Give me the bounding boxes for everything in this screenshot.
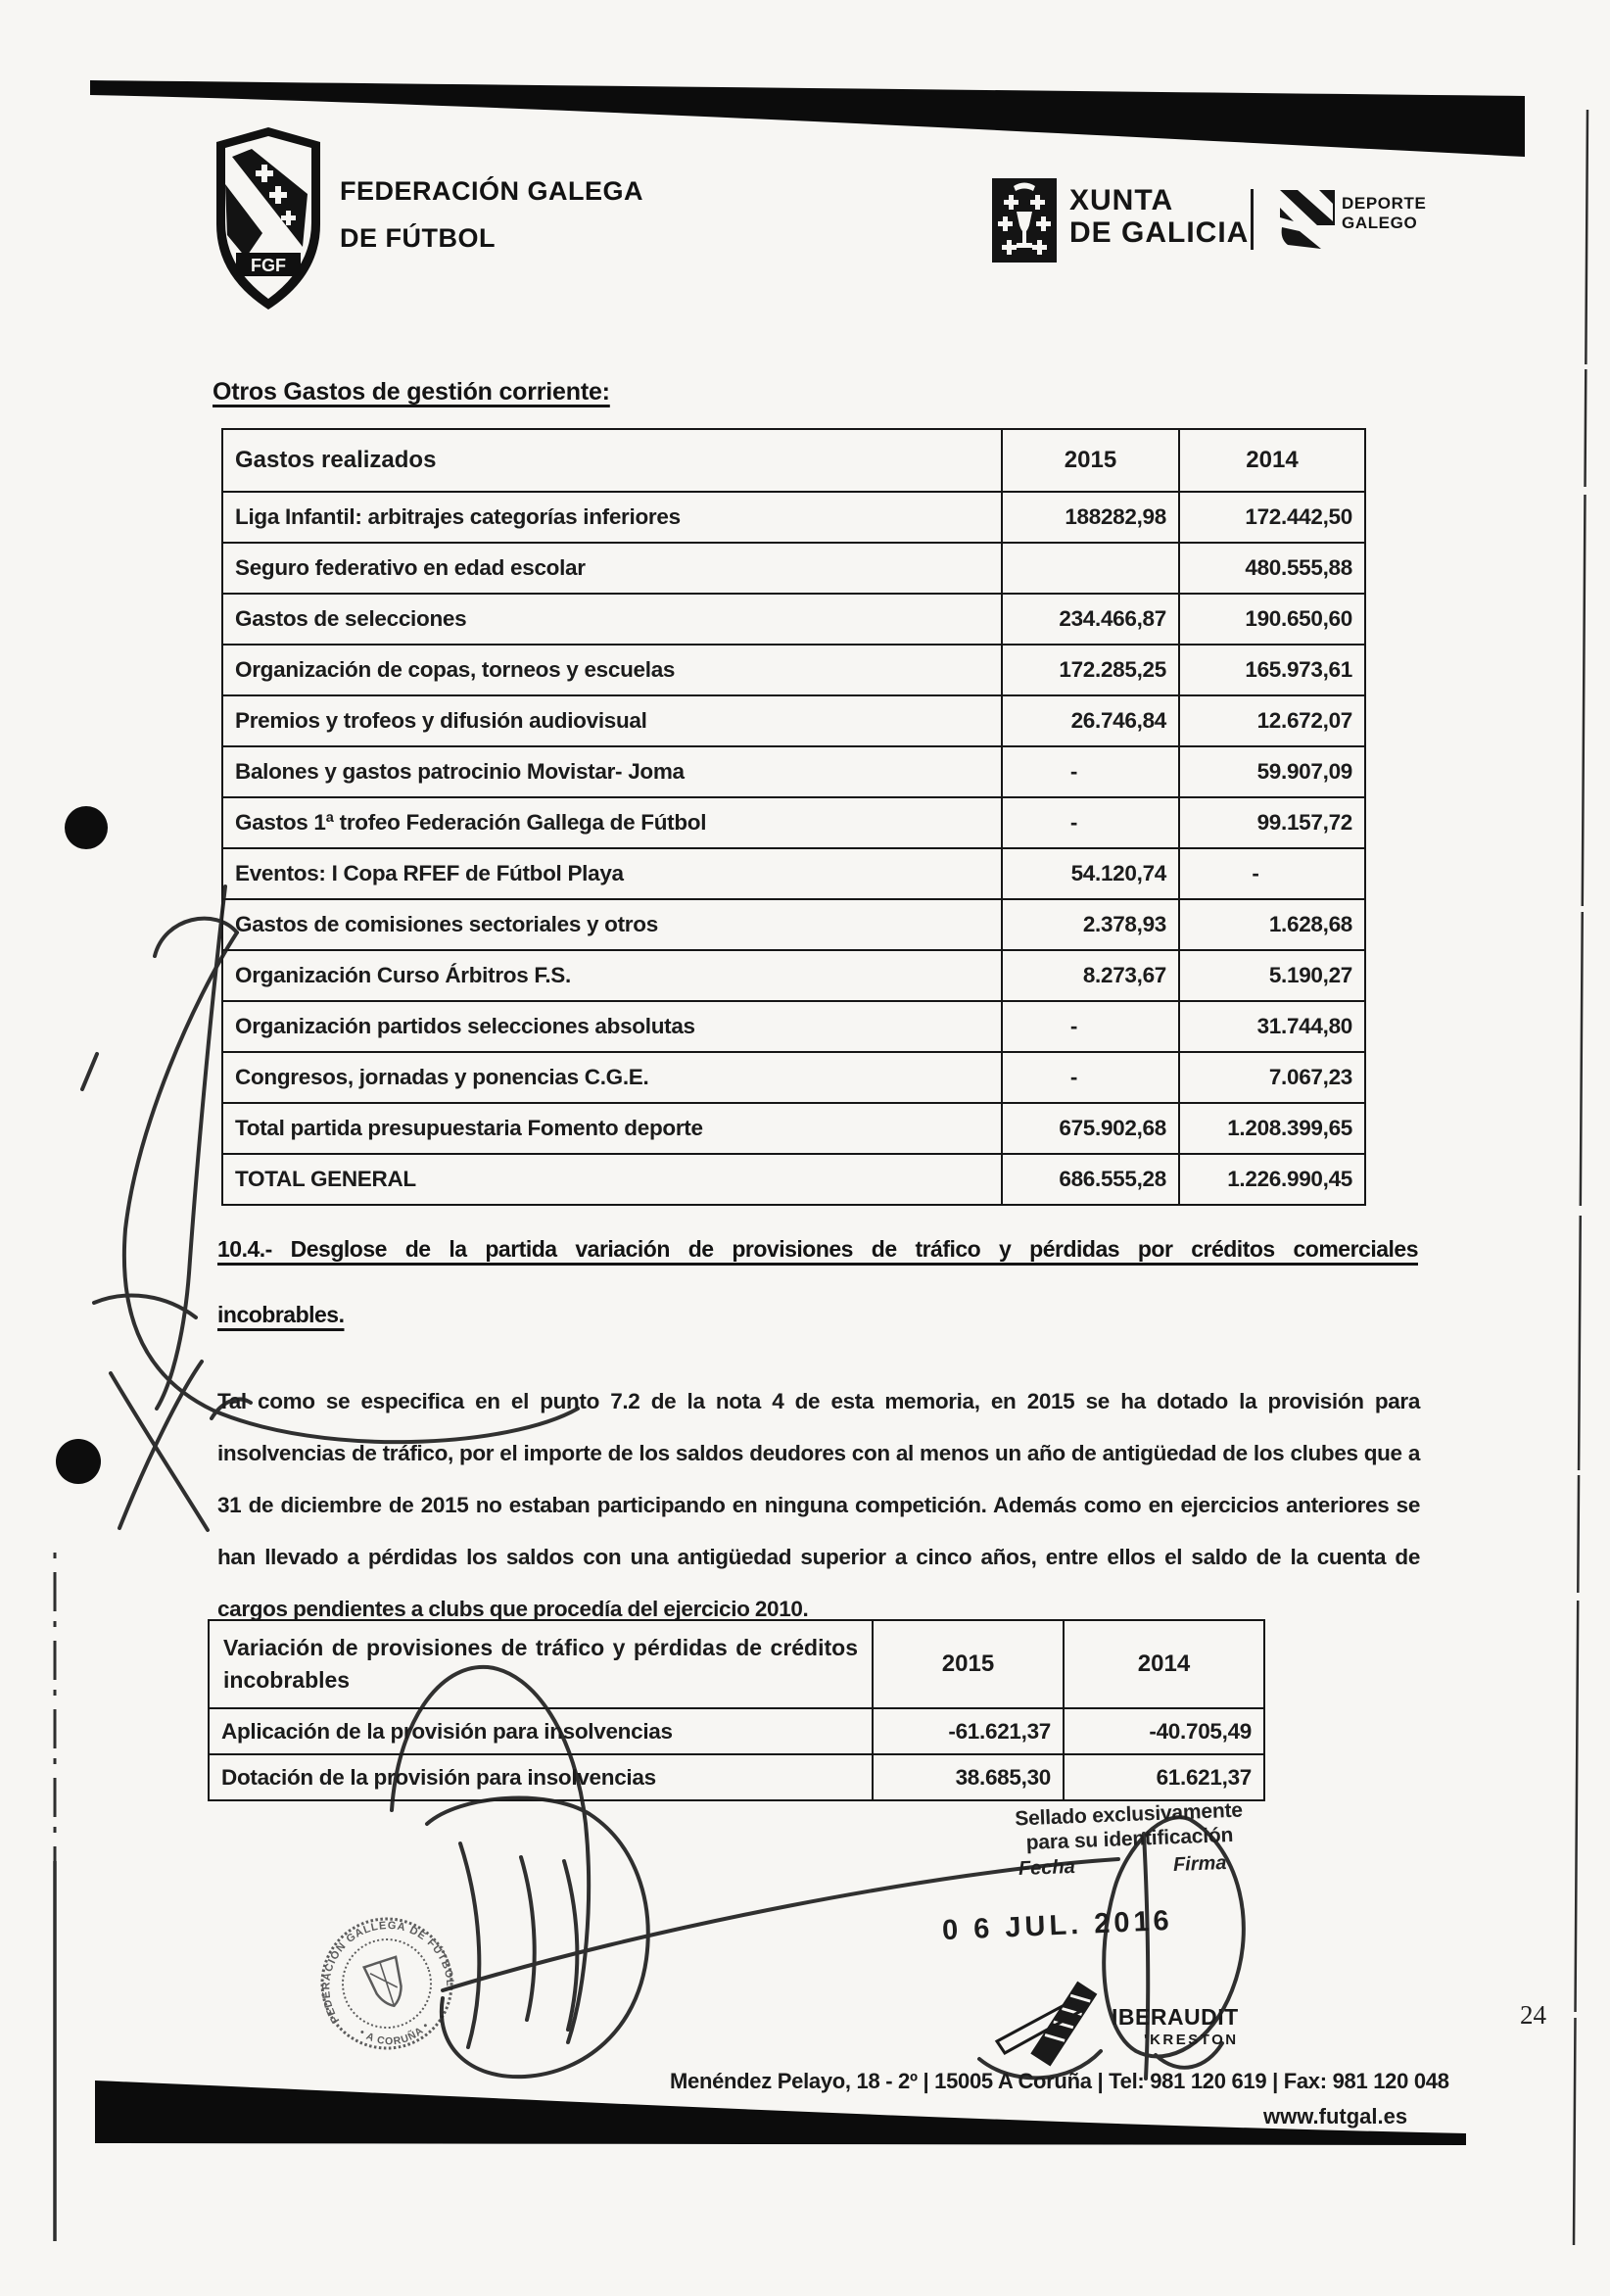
pen-x-mark <box>111 1373 208 1530</box>
row-2015: 234.466,87 <box>1002 594 1179 645</box>
row-label: Liga Infantil: arbitrajes categorías inferiores <box>222 492 1002 543</box>
row-2015: 675.902,68 <box>1002 1103 1179 1154</box>
row-2015: - <box>1002 797 1179 848</box>
deporte-line1: DEPORTE <box>1342 194 1427 213</box>
signature-long-stroke <box>443 1859 1118 1990</box>
date-stamp: 0 6 JUL. 2016 <box>941 1904 1174 1947</box>
row-2014: 7.067,23 <box>1179 1052 1365 1103</box>
row-2014: 165.973,61 <box>1179 645 1365 695</box>
col-header-2014: 2014 <box>1179 429 1365 492</box>
section-heading-line2: incobrables. <box>217 1302 345 1327</box>
row-2014: - <box>1179 848 1365 899</box>
row-2015: 188282,98 <box>1002 492 1179 543</box>
signature-loop <box>427 1798 648 2078</box>
row-2015: 54.120,74 <box>1002 848 1179 899</box>
row-label: Organización de copas, torneos y escuelas <box>222 645 1002 695</box>
row-2014: 12.672,07 <box>1179 695 1365 746</box>
row-2014: 5.190,27 <box>1179 950 1365 1001</box>
row-2014: 61.621,37 <box>1064 1754 1264 1800</box>
row-label: Seguro federativo en edad escolar <box>222 543 1002 594</box>
right-edge-line <box>1574 110 1587 2245</box>
row-2014: 1.226.990,45 <box>1179 1154 1365 1205</box>
row-label: TOTAL GENERAL <box>222 1154 1002 1205</box>
row-2015: 38.685,30 <box>873 1754 1064 1800</box>
row-2014: 1.208.399,65 <box>1179 1103 1365 1154</box>
col-header-gastos: Gastos realizados <box>222 429 1002 492</box>
row-label: Dotación de la provisión para insolvencias <box>209 1754 873 1800</box>
row-label: Premios y trofeos y difusión audiovisual <box>222 695 1002 746</box>
auditor-network: 'KRESTON <box>1144 2032 1239 2048</box>
row-2015: -61.621,37 <box>873 1708 1064 1754</box>
section-heading-line1: 10.4.- Desglose de la partida variación de provisiones de tráfico y pérdidas por créditos comerciales <box>217 1236 1418 1262</box>
row-2015: - <box>1002 1052 1179 1103</box>
page-number: 24 <box>1520 2000 1546 2030</box>
row-2015: 8.273,67 <box>1002 950 1179 1001</box>
row-label: Eventos: I Copa RFEF de Fútbol Playa <box>222 848 1002 899</box>
stamp-line2: para su identificación <box>1025 1823 1234 1855</box>
body-paragraph: Tal como se especifica en el punto 7.2 de la nota 4 de esta memoria, en 2015 se ha dotado la provisión para insolvencias de tráfico, por el importe de los saldos deudores con al menos un año de antigüedad de los clubes que a 31 de diciembre de 2015 no estaban participando en ninguna competición. Además como en ejercicios anteriores se han llevado a pérdidas los saldos con una antigüedad superior a cinco años, entre ellos el saldo de la cuenta de cargos pendientes a clubs que procedía del ejercicio 2010. <box>217 1389 1420 1621</box>
round-stamp-bottom-text: • A CORUÑA • <box>356 2019 433 2048</box>
row-label: Aplicación de la provisión para insolvencias <box>209 1708 873 1754</box>
row-2014: 59.907,09 <box>1179 746 1365 797</box>
pen-vertical-stroke <box>1144 1834 1148 2079</box>
row-2014: 190.650,60 <box>1179 594 1365 645</box>
pen-underline-swoosh <box>979 2051 1101 2078</box>
xunta-line1: XUNTA <box>1069 184 1174 216</box>
stamp-line1: Sellado exclusivamente <box>1014 1798 1244 1831</box>
signature-stroke <box>521 1857 535 2020</box>
row-2015: 686.555,28 <box>1002 1154 1179 1205</box>
auditor-name: IBERAUDIT <box>1112 2004 1239 2030</box>
col-header-2015: 2015 <box>873 1620 1064 1708</box>
row-2015: - <box>1002 746 1179 797</box>
pen-stroke-annotation <box>157 886 225 1409</box>
ink-dot <box>65 806 108 849</box>
pen-swoosh-annotation <box>94 1296 196 1317</box>
signature-stroke <box>564 1861 577 2030</box>
row-label: Congresos, jornadas y ponencias C.G.E. <box>222 1052 1002 1103</box>
pen-slash-mark <box>82 1054 97 1089</box>
row-2015: 2.378,93 <box>1002 899 1179 950</box>
fgf-name-line2: DE FÚTBOL <box>340 223 496 253</box>
section-title: Otros Gastos de gestión corriente: <box>213 378 610 406</box>
footer-website: www.futgal.es <box>1263 2104 1408 2129</box>
row-label: Organización partidos selecciones absolutas <box>222 1001 1002 1052</box>
row-2014: 1.628,68 <box>1179 899 1365 950</box>
pen-dome-annotation <box>392 1667 589 2042</box>
row-2014: -40.705,49 <box>1064 1708 1264 1754</box>
row-label: Gastos de selecciones <box>222 594 1002 645</box>
signature-stroke <box>460 1843 479 2047</box>
pen-loop-annotation <box>124 933 578 1442</box>
footer-address: Menéndez Pelayo, 18 - 2º | 15005 A Coruña | Tel: 981 120 619 | Fax: 981 120 048 <box>670 2069 1449 2093</box>
row-label: Gastos de comisiones sectoriales y otros <box>222 899 1002 950</box>
ink-dot <box>56 1439 101 1484</box>
row-2014: 99.157,72 <box>1179 797 1365 848</box>
row-2014: 31.744,80 <box>1179 1001 1365 1052</box>
pen-oval-annotation <box>1104 1817 1244 2056</box>
row-2015: 26.746,84 <box>1002 695 1179 746</box>
fecha-label: Fecha <box>1018 1855 1076 1881</box>
col-header-2015: 2015 <box>1002 429 1179 492</box>
row-2015: 172.285,25 <box>1002 645 1179 695</box>
round-stamp-top-text: FEDERACIÓN GALLEGA DE FÚTBOL <box>320 1919 456 2026</box>
firma-label: Firma <box>1172 1852 1227 1876</box>
row-label: Gastos 1ª trofeo Federación Gallega de Fútbol <box>222 797 1002 848</box>
row-2015: - <box>1002 1001 1179 1052</box>
row-label: Total partida presupuestaria Fomento deporte <box>222 1103 1002 1154</box>
row-2014: 480.555,88 <box>1179 543 1365 594</box>
xunta-line2: DE GALICIA <box>1069 216 1250 249</box>
fgf-name-line1: FEDERACIÓN GALEGA <box>340 176 644 206</box>
col-header-variacion: Variación de provisiones de tráfico y pérdidas de créditos incobrables <box>209 1620 873 1708</box>
row-label: Organización Curso Árbitros F.S. <box>222 950 1002 1001</box>
row-2014: 172.442,50 <box>1179 492 1365 543</box>
col-header-2014: 2014 <box>1064 1620 1264 1708</box>
row-label: Balones y gastos patrocinio Movistar- Joma <box>222 746 1002 797</box>
deporte-line2: GALEGO <box>1342 214 1418 232</box>
fgf-shield-label: FGF <box>251 256 286 275</box>
